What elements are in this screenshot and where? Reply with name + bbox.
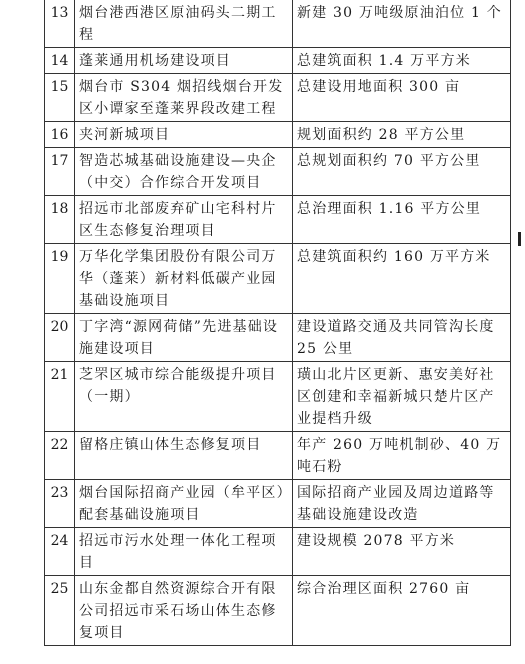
project-name: 留格庄镇山体生态修复项目 [75, 432, 293, 480]
project-scale: 综合治理区面积 2760 亩 [293, 576, 511, 646]
project-scale: 总建设用地面积 300 亩 [293, 74, 511, 122]
table-row [45, 196, 511, 244]
row-number: 13 [45, 0, 75, 48]
project-name: 招远市污水处理一体化工程项目 [75, 528, 293, 576]
row-number: 18 [45, 196, 75, 244]
table-row [45, 48, 511, 74]
project-name: 智造芯城基础设施建设—央企（中交）合作综合开发项目 [75, 148, 293, 196]
project-scale: 国际招商产业园及周边道路等基础设施建设改造 [293, 480, 511, 528]
table-row [45, 576, 511, 646]
project-scale: 新建 30 万吨级原油泊位 1 个 [293, 0, 511, 48]
text-cursor-mark [518, 232, 521, 246]
project-scale: 总建筑面积约 160 万平方米 [293, 244, 511, 314]
row-number: 14 [45, 48, 75, 74]
table-row [45, 244, 511, 314]
table-row [45, 432, 511, 480]
row-number: 24 [45, 528, 75, 576]
project-table [44, 0, 511, 646]
table-row [45, 528, 511, 576]
project-name: 烟台港西港区原油码头二期工程 [75, 0, 293, 48]
row-number: 21 [45, 362, 75, 432]
row-number: 17 [45, 148, 75, 196]
project-name: 芝罘区城市综合能级提升项目（一期） [75, 362, 293, 432]
row-number: 20 [45, 314, 75, 362]
project-scale: 璜山北片区更新、惠安美好社区创建和幸福新城只楚片区产业提档升级 [293, 362, 511, 432]
table-row [45, 480, 511, 528]
project-scale: 建设道路交通及共同管沟长度 25 公里 [293, 314, 511, 362]
project-scale: 总规划面积约 70 平方公里 [293, 148, 511, 196]
project-name: 夹河新城项目 [75, 122, 293, 148]
project-name: 烟台国际招商产业园（牟平区）配套基础设施项目 [75, 480, 293, 528]
project-scale: 年产 260 万吨机制砂、40 万吨石粉 [293, 432, 511, 480]
project-name: 招远市北部废弃矿山宅科村片区生态修复治理项目 [75, 196, 293, 244]
row-number: 16 [45, 122, 75, 148]
table-row [45, 122, 511, 148]
project-name: 万华化学集团股份有限公司万华（蓬莱）新材料低碳产业园基础设施项目 [75, 244, 293, 314]
project-name: 烟台市 S304 烟招线烟台开发区小谭家至蓬莱界段改建工程 [75, 74, 293, 122]
table-row [45, 148, 511, 196]
project-scale: 规划面积约 28 平方公里 [293, 122, 511, 148]
table-row [45, 74, 511, 122]
project-name: 山东金都自然资源综合开有限公司招远市采石场山体生态修复项目 [75, 576, 293, 646]
table-row [45, 314, 511, 362]
row-number: 22 [45, 432, 75, 480]
row-number: 15 [45, 74, 75, 122]
row-number: 19 [45, 244, 75, 314]
table-row [45, 0, 511, 48]
project-scale: 建设规模 2078 平方米 [293, 528, 511, 576]
project-name: 蓬莱通用机场建设项目 [75, 48, 293, 74]
table-row [45, 362, 511, 432]
project-scale: 总治理面积 1.16 平方公里 [293, 196, 511, 244]
row-number: 23 [45, 480, 75, 528]
row-number: 25 [45, 576, 75, 646]
project-scale: 总建筑面积 1.4 万平方米 [293, 48, 511, 74]
project-name: 丁字湾“源网荷储”先进基础设施建设项目 [75, 314, 293, 362]
